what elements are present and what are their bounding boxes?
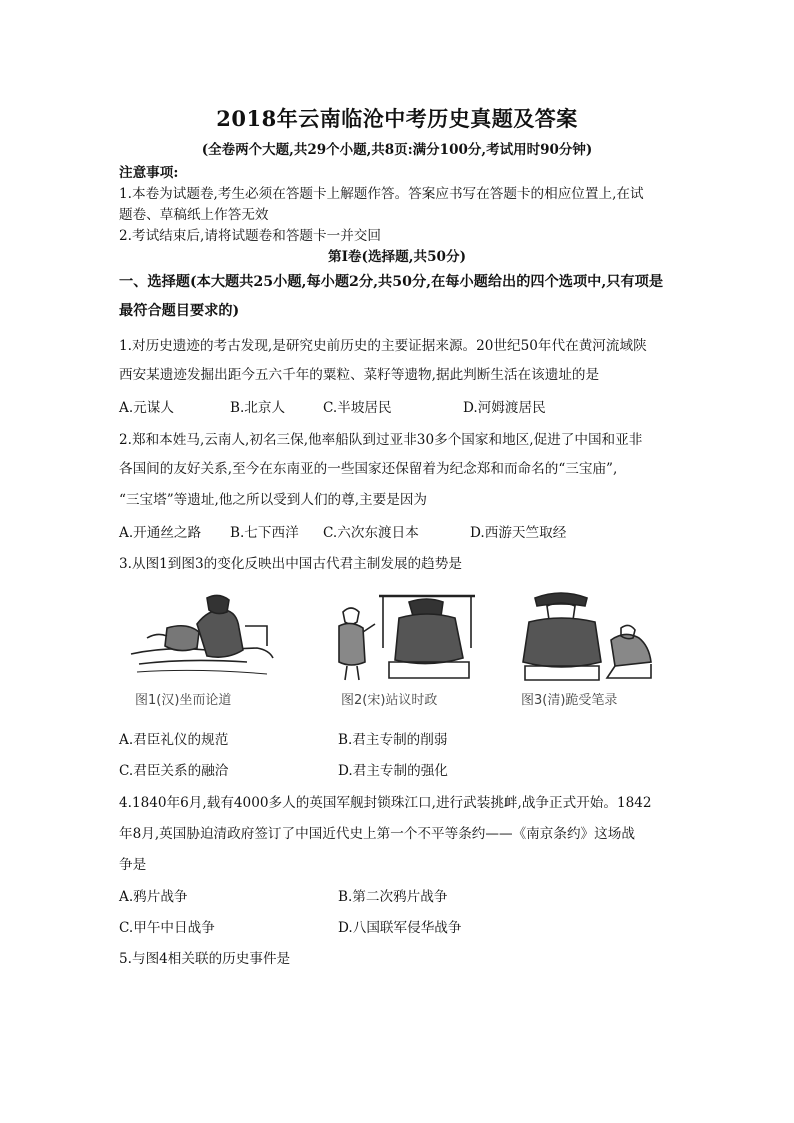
spacer	[119, 689, 120, 690]
q2-option-c: C.六次东渡日本	[323, 525, 419, 541]
page-title: 2018年云南临沧中考历史真题及答案	[216, 106, 578, 131]
qing-kneeling-figure-illustration	[515, 588, 665, 686]
question-4-text: 年8月,英国胁迫清政府签订了中国近代史上第一个不平等条约——《南京条约》这场战	[119, 826, 635, 842]
question-4-text: 4.1840年6月,载有4000多人的英国军舰封锁珠江口,进行武装挑衅,战争正式开始。1842	[119, 795, 652, 811]
question-2-text: 2.郑和本姓马,云南人,初名三保,他率船队到过亚非30多个国家和地区,促进了中国和亚非	[119, 432, 643, 448]
notice-line: 1.本卷为试题卷,考生必须在答题卡上解题作答。答案应书写在答题卡的相应位置上,在试	[119, 186, 644, 202]
question-1-text: 西安某遗迹发掘出距今五六千年的粟粒、菜籽等遗物,据此判断生活在该遗址的是	[119, 367, 600, 383]
q3-option-d: D.君主专制的强化	[338, 763, 448, 779]
q3-option-c: C.君臣关系的融洽	[119, 763, 229, 779]
q2-option-d: D.西游天竺取经	[470, 525, 567, 541]
notice-line: 题卷、草稿纸上作答无效	[119, 207, 269, 223]
section-intro: 最符合题目要求的)	[119, 303, 240, 319]
q2-option-a: A.开通丝之路	[119, 525, 202, 541]
question-4-text: 争是	[119, 857, 147, 873]
q4-option-d: D.八国联军侵华战争	[338, 920, 462, 936]
notice-line: 2.考试结束后,请将试题卷和答题卡一并交回	[119, 228, 381, 244]
q4-option-c: C.甲午中日战争	[119, 920, 215, 936]
question-2-text: “三宝塔”等遗址,他之所以受到人们的尊,主要是因为	[119, 492, 428, 508]
question-2-text: 各国间的友好关系,至今在东南亚的一些国家还保留着为纪念郑和而命名的“三宝庙”,	[119, 461, 618, 477]
notice-heading: 注意事项:	[119, 165, 179, 181]
q1-option-b: B.北京人	[230, 400, 286, 416]
q1-option-a: A.元谋人	[119, 400, 174, 416]
section-title: 第Ⅰ卷(选择题,共50分)	[327, 249, 467, 265]
page-subtitle: (全卷两个大题,共29个小题,共8页:满分100分,考试用时90分钟)	[201, 142, 593, 158]
figure-2-caption: 图2(宋)站议时政	[341, 693, 438, 708]
question-1-text: 1.对历史遗迹的考古发现,是研究史前历史的主要证据来源。20世纪50年代在黄河流域陕	[119, 338, 647, 354]
q3-option-b: B.君主专制的削弱	[338, 732, 448, 748]
q1-option-d: D.河姆渡居民	[463, 400, 546, 416]
section-intro: 一、选择题(本大题共25小题,每小题2分,共50分,在每小题给出的四个选项中,只有项是	[119, 274, 664, 290]
q3-option-a: A.君臣礼仪的规范	[119, 732, 229, 748]
figure-1-caption: 图1(汉)坐而论道	[135, 693, 232, 708]
song-standing-figure-illustration	[329, 588, 479, 686]
q4-option-a: A.鸦片战争	[119, 889, 188, 905]
question-5-text: 5.与图4相关联的历史事件是	[119, 951, 291, 967]
q2-option-b: B.七下西洋	[230, 525, 299, 541]
q1-option-c: C.半坡居民	[323, 400, 392, 416]
q4-option-b: B.第二次鸦片战争	[338, 889, 448, 905]
question-3-figures	[119, 588, 664, 713]
question-3-text: 3.从图1到图3的变化反映出中国古代君主制发展的趋势是	[119, 556, 462, 572]
han-seated-figure-illustration	[127, 588, 277, 686]
figure-3-caption: 图3(清)跪受笔录	[521, 693, 618, 708]
